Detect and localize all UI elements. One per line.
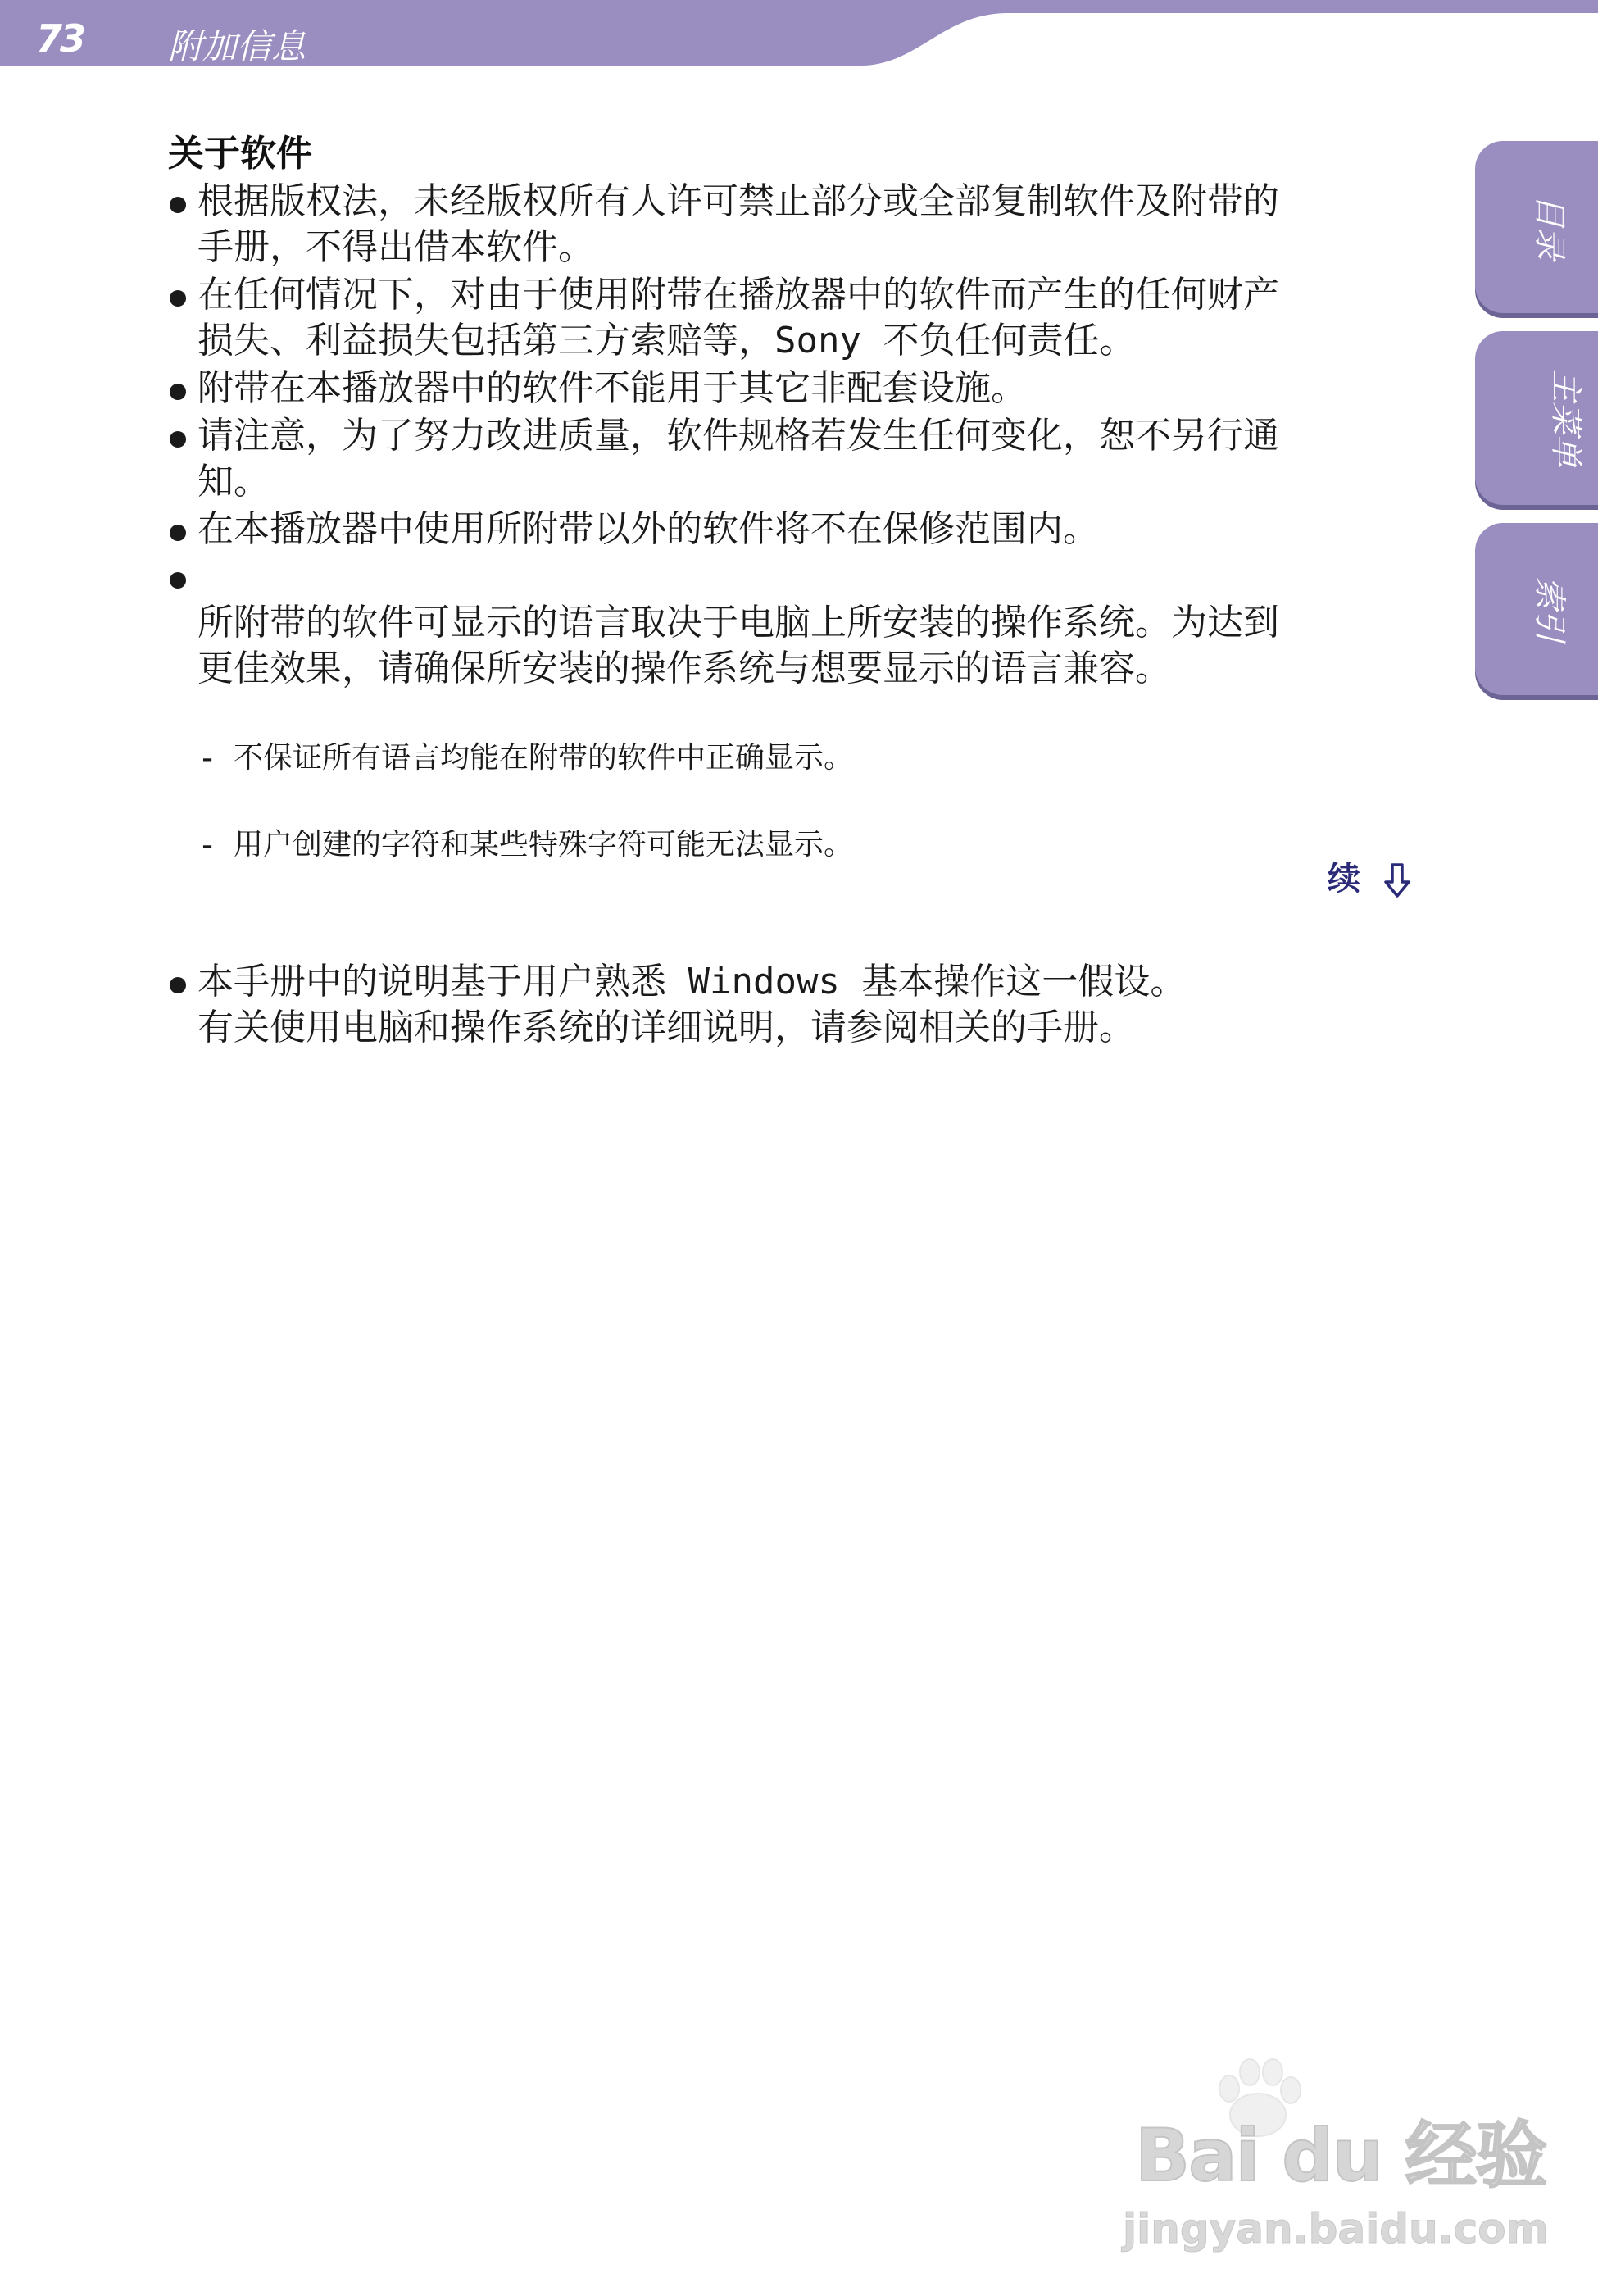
watermark-brand: Bai du 经验 (1135, 2113, 1546, 2198)
list-item-text: 请注意，为了努力改进质量，软件规格若发生任何变化，恕不另行通 知。 (197, 415, 1279, 502)
list-item (168, 413, 1397, 505)
list-item (168, 507, 1397, 552)
sub-list-item: - 用户创建的字符和某些特殊字符可能无法显示。 (197, 825, 1397, 866)
tab-contents[interactable] (1475, 141, 1598, 313)
arrow-down-outline-icon (1383, 862, 1411, 898)
list-item-text: 附带在本播放器中的软件不能用于其它非配套设施。 (197, 367, 1027, 409)
page-number: 73 (36, 16, 84, 61)
tab-index[interactable] (1475, 523, 1598, 695)
list-item-text: 在本播放器中使用所附带以外的软件将不在保修范围内。 (197, 508, 1099, 550)
list-item (168, 272, 1397, 364)
list-item (168, 179, 1397, 271)
continue-link[interactable] (1328, 852, 1411, 899)
list-item-text: 根据版权法，未经版权所有人许可禁止部分或全部复制软件及附带的 手册，不得出借本软件。 (197, 180, 1279, 268)
section-title-header: 附加信息 (168, 26, 306, 66)
list-item (168, 366, 1397, 411)
list-item-text: 所附带的软件可显示的语言取决于电脑上所安装的操作系统。为达到 更佳效果，请确保所安装的操作系统与想要显示的语言兼容。 (197, 602, 1279, 689)
main-content (168, 131, 1397, 1053)
list-item (168, 959, 1397, 1051)
bullet-list (168, 179, 1397, 1051)
tab-index-label: 索引 (1530, 576, 1568, 642)
list-item (168, 554, 1397, 957)
list-item-text: 本手册中的说明基于用户熟悉 Windows 基本操作这一假设。 有关使用电脑和操作系统的详细说明，请参阅相关的手册。 (197, 961, 1187, 1048)
sub-list-item: - 不保证所有语言均能在附带的软件中正确显示。 (197, 738, 1397, 779)
sub-list (197, 692, 1397, 912)
tab-main-menu-label: 主菜单 (1546, 369, 1585, 467)
list-item-text: 在任何情况下，对由于使用附带在播放器中的软件而产生的任何财产 损失、利益损失包括第三方索赔等，Sony 不负任何责任。 (197, 274, 1279, 361)
content-title: 关于软件 (168, 133, 312, 175)
tab-main-menu[interactable] (1475, 331, 1598, 505)
watermark-url: jingyan.baidu.com (1123, 2205, 1549, 2253)
tab-contents-label: 目录 (1530, 194, 1568, 260)
continue-label: 续 (1328, 860, 1360, 898)
